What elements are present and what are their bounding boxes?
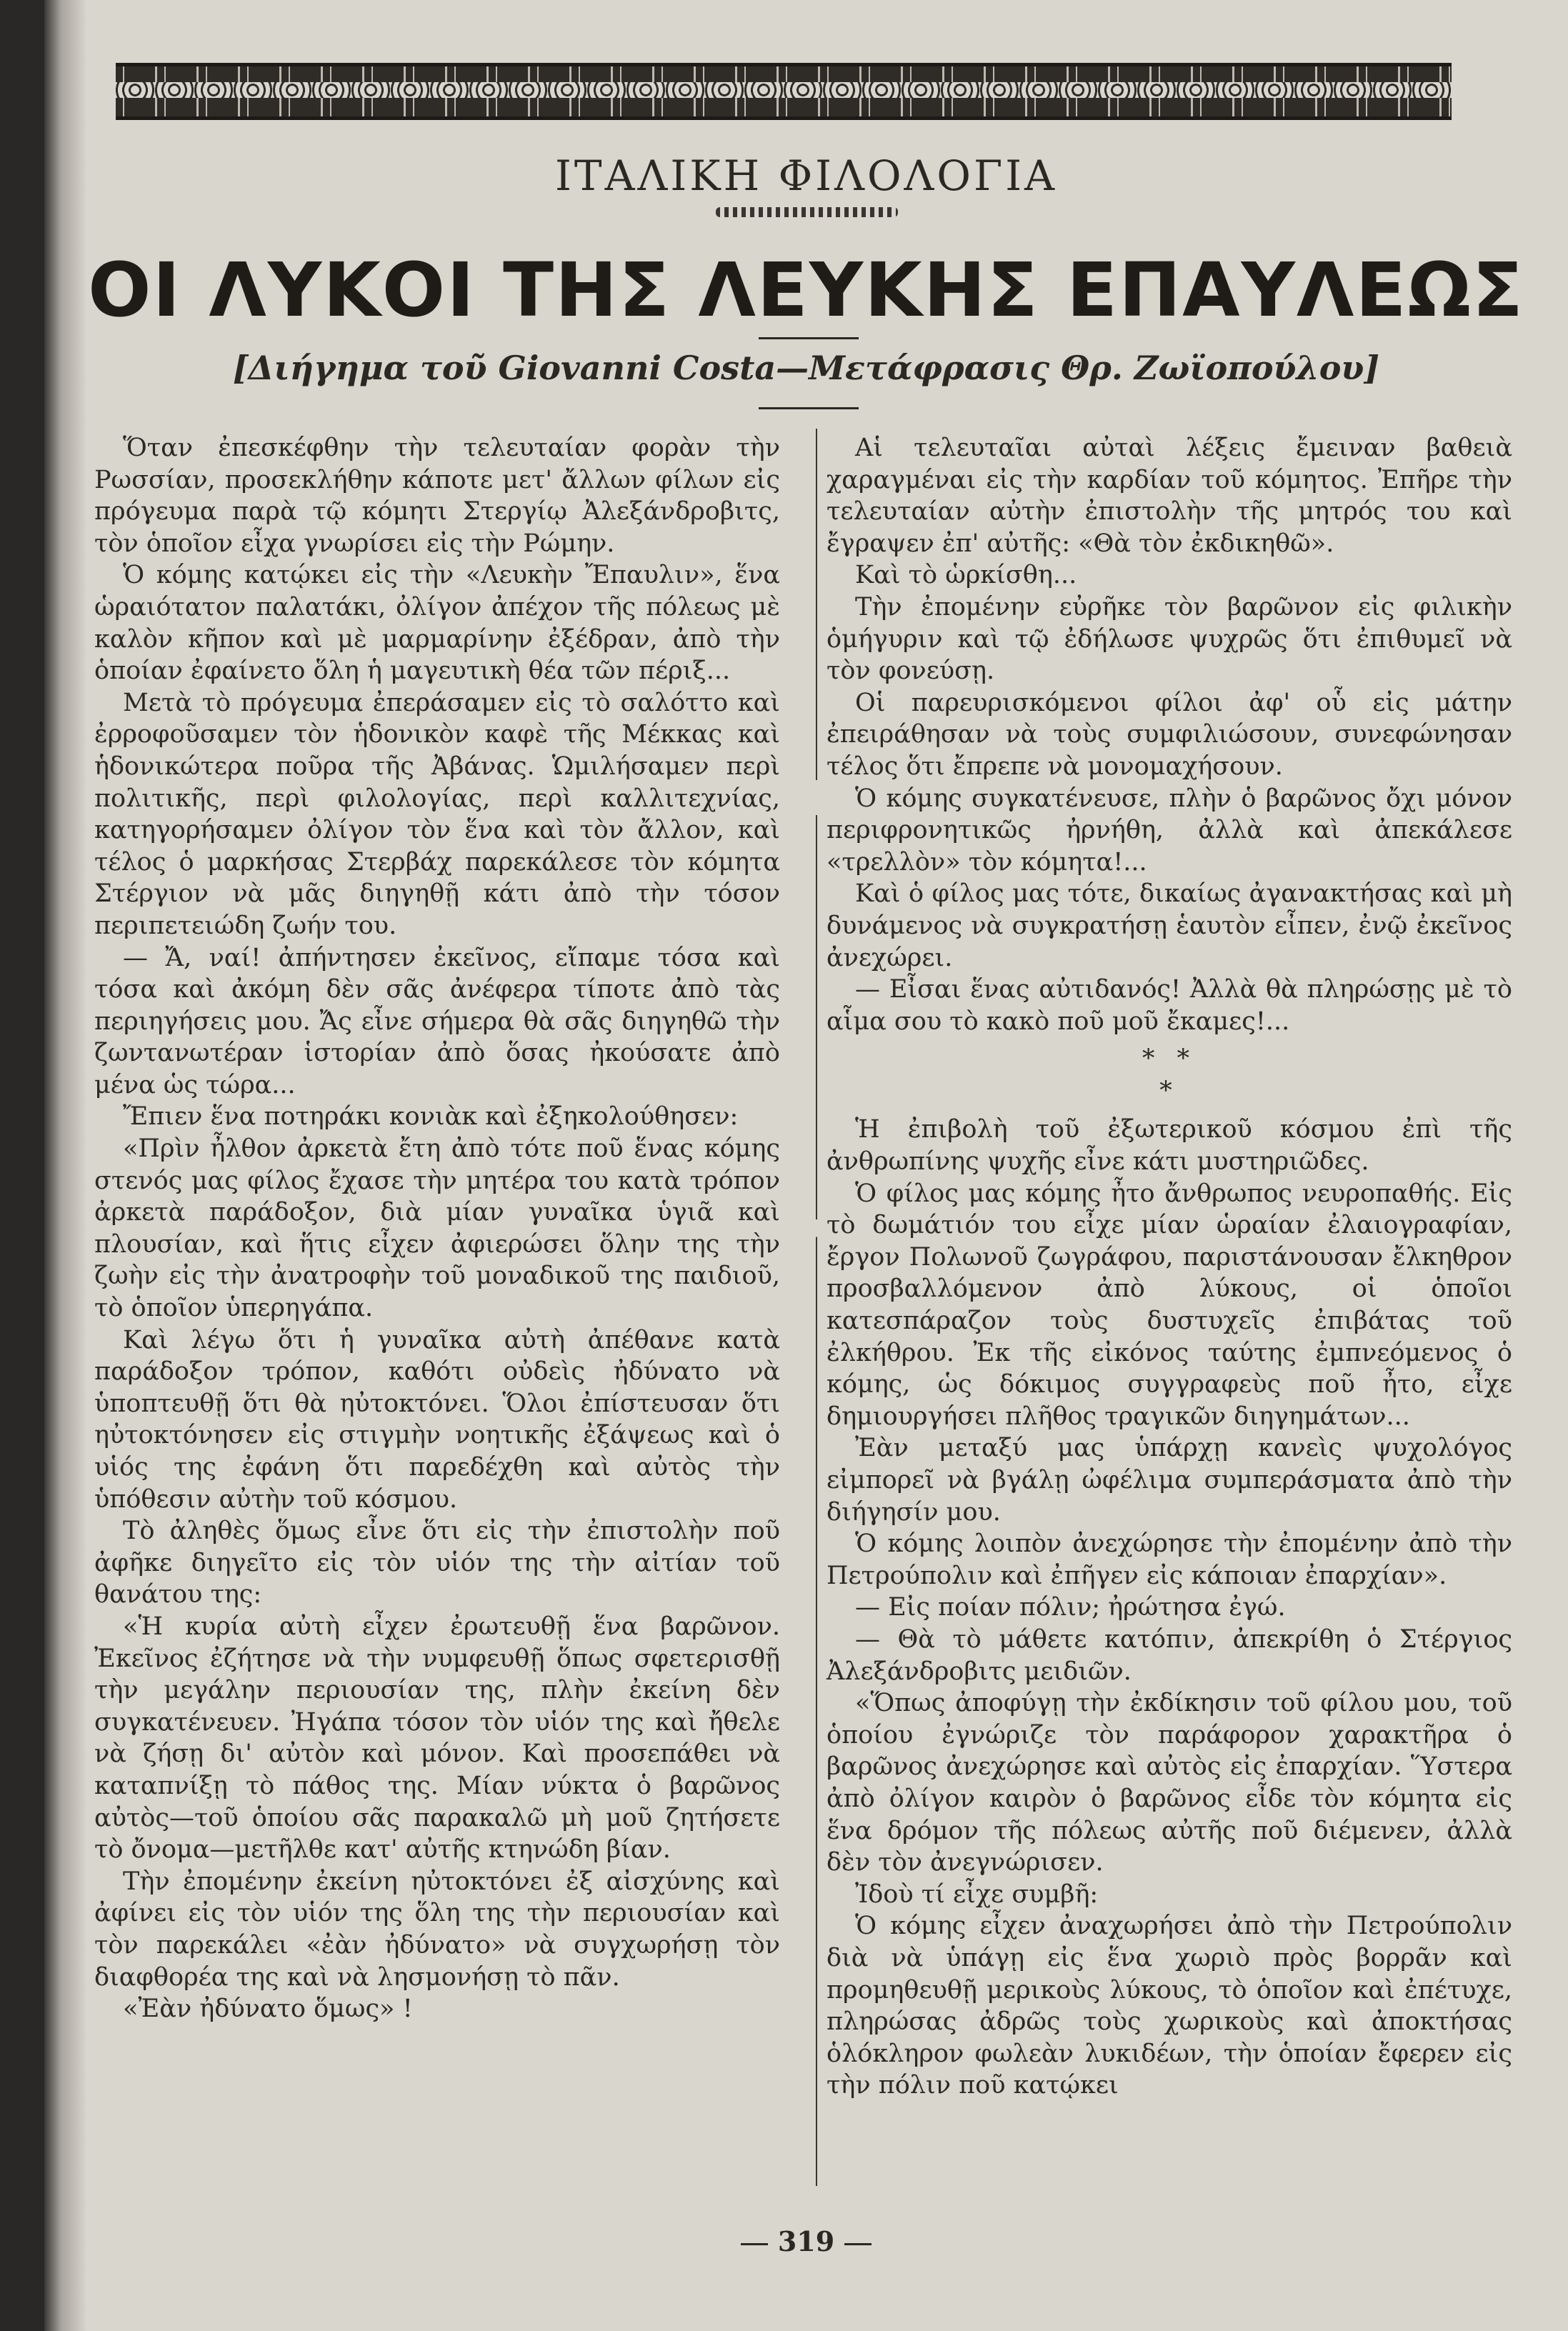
paragraph: Καὶ τὸ ὡρκίσθη...: [855, 561, 1077, 590]
paragraph: Ὅταν ἐπεσκέφθην τὴν τελευταίαν φορὰν τὴν Ρωσσίαν, προσεκλήθην κάποτε μετ' ἄλλων φίλων εἰς πρόγευμα παρὰ τῷ κόμητι Στεργίῳ Ἀλεξάνδροβιτς, τὸν ὁποῖον εἶχα γνωρίσει εἰς τὴν Ρώμην.: [94, 434, 780, 558]
paragraph: «Ὅπως ἀποφύγῃ τὴν ἐκδίκησιν τοῦ φίλου μου, τοῦ ὁποίου ἐγνώριζε τὸν παράφορον χαρακτῆρα ὁ βαρῶνος ἀνεχώρησε καὶ αὐτὸς εἰς ἐπαρχίαν. Ὕστερα ἀπὸ ὀλίγον καιρὸν ὁ βαρῶνος εἶδε τὸν κόμητα εἰς ἕνα δρόμον τῆς πόλεως αὐτῆς ποῦ διέμενεν, ἀλλὰ δὲν τὸν ἀνεγνώρισεν.: [827, 1689, 1512, 1877]
paragraph: Μετὰ τὸ πρόγευμα ἐπεράσαμεν εἰς τὸ σαλόττο καὶ ἐρροφοῦσαμεν τὸν ἡδονικὸν καφὲ τῆς Μέκκας καὶ ἡδονικώτερα ποῦρα τῆς Ἀβάνας. Ὡμιλήσαμεν περὶ πολιτικῆς, περὶ φιλολογίας, περὶ καλλιτεχνίας, κατηγορήσαμεν ὀλίγον τὸν ἕνα καὶ τὸν ἄλλον, καὶ τέλος ὁ μαρκήσας Στερβάχ παρεκάλεσε τὸν κόμητα Στέργιον νὰ μᾶς διηγηθῇ κάτι ἀπὸ τὴν τόσον περιπετειώδη ζωήν του.: [94, 688, 780, 940]
paragraph: «Ἡ κυρία αὐτὴ εἶχεν ἐρωτευθῇ ἕνα βαρῶνον. Ἐκεῖνος ἐζήτησε νὰ τὴν νυμφευθῇ ὅπως σφετερισθῇ τὴν μεγάλην περιουσίαν της, πλὴν ἐκείνη δὲν συγκατένευεν. Ἠγάπα τόσον τὸν υἱόν της καὶ ἤθελε νὰ ζήσῃ δι' αὐτὸν καὶ μόνον. Καὶ προσεπάθει νὰ καταπνίξῃ τὸ πάθος της. Μίαν νύκτα ὁ βαρῶνος αὐτὸς—τοῦ ὁποίου σᾶς παρακαλῶ μὴ μοῦ ζητήσετε τὸ ὄνομα—μετῆλθε κατ' αὐτῆς κτηνώδη βίαν.: [94, 1612, 780, 1865]
page-number-dash-right: [844, 2243, 872, 2245]
paragraph: Καὶ ὁ φίλος μας τότε, δικαίως ἀγανακτήσας καὶ μὴ δυνάμενος νὰ συγκρατήσῃ ἑαυτὸν εἶπεν, ἐνῷ ἐκεῖνος ἀνεχώρει.: [827, 879, 1512, 972]
paragraph: — Εἶσαι ἕνας αὐτιδανός! Ἀλλὰ θὰ πληρώσῃς μὲ τὸ αἷμα σου τὸ κακὸ ποῦ μοῦ ἔκαμες!...: [827, 975, 1512, 1036]
magazine-page: [44, 0, 1568, 2331]
column-divider: [816, 429, 817, 2186]
article-byline: [Διήγημα τοῦ Giovanni Costa—Μετάφρασις Θρ. Ζωϊοπούλου]: [232, 349, 1380, 387]
paragraph: «Πρὶν ἦλθον ἀρκετὰ ἔτη ἀπὸ τότε ποῦ ἕνας κόμης στενός μας φίλος ἔχασε τὴν μητέρα του κατὰ τρόπον ἀρκετὰ παράδοξον, διὰ μίαν γυναῖκα ὑγιᾶ καὶ πλουσίαν, καὶ ἥτις εἶχεν ἀφιερώσει ὅλην της τὴν ζωὴν εἰς τὴν ἀνατροφὴν τοῦ μοναδικοῦ της παιδιοῦ, τὸ ὁποῖον ὑπερηγάπα.: [94, 1134, 780, 1323]
paragraph: Τὴν ἐπομένην εὐρῆκε τὸν βαρῶνον εἰς φιλικὴν ὁμήγυριν καὶ τῷ ἐδήλωσε ψυχρῶς ὅτι ἐπιθυμεῖ νὰ τὸν φονεύσῃ.: [827, 592, 1512, 686]
section-title: ΙΤΑΛΙΚΗ ΦΙΛΟΛΟΓΙΑ: [555, 151, 1057, 200]
page-number-value: 319: [777, 2225, 835, 2257]
paragraph: Ἡ ἐπιβολὴ τοῦ ἐξωτερικοῦ κόσμου ἐπὶ τῆς ἀνθρωπίνης ψυχῆς εἶνε κάτι μυστηριῶδες.: [827, 1115, 1512, 1177]
paragraph: — Θὰ τὸ μάθετε κατόπιν, ἀπεκρίθη ὁ Στέργιος Ἀλεξάνδροβιτς μειδιῶν.: [827, 1624, 1512, 1686]
byline-divider: [759, 407, 859, 409]
paragraph: Ὁ φίλος μας κόμης ἦτο ἄνθρωπος νευροπαθής. Εἰς τὸ δωμάτιόν του εἶχε μίαν ὡραίαν ἐλαιογραφίαν, ἔργον Πολωνοῦ ζωγράφου, παριστάνουσαν ἔλκηθρον προσβαλλόμενον ἀπὸ λύκους, οἱ ὁποῖοι κατεσπάραζον τοὺς δυστυχεῖς ἐπιβάτας τοῦ ἐλκήθρου. Ἐκ τῆς εἰκόνος ταύτης ἐμπνεόμενος ὁ κόμης, ὡς δόκιμος συγγραφεὺς ποῦ ἦτο, εἶχε δημιουργήσει πλῆθος τραγικῶν διηγημάτων...: [827, 1179, 1512, 1431]
paragraph: Τὴν ἐπομένην ἐκείνη ηὐτοκτόνει ἐξ αἰσχύνης καὶ ἀφίνει εἰς τὸν υἱόν της ὅλη της τὴν περιουσίαν καὶ τὸν παρεκάλει «ἐὰν ἠδύνατο» νὰ συγχωρήσῃ τὸν διαφθορέα της καὶ νὰ λησμονήσῃ τὸ πᾶν.: [94, 1867, 780, 1992]
ornamental-header-band: [116, 63, 1452, 120]
paragraph: Οἱ παρευρισκόμενοι φίλοι ἀφ' οὗ εἰς μάτην ἐπειράθησαν νὰ τοὺς συμφιλιώσουν, συνεφώνησαν τέλος ὅτι ἔπρεπε νὰ μονομαχήσουν.: [827, 688, 1512, 781]
paragraph: Αἱ τελευταῖαι αὐταὶ λέξεις ἔμειναν βαθειὰ χαραγμέναι εἰς τὴν καρδίαν τοῦ κόμητος. Ἐπῆρε τὴν τελευταίαν αὐτὴν ἐπιστολὴν τῆς μητρός του καὶ ἔγραψεν ἐπ' αὐτῆς: «Θὰ τὸν ἐκδικηθῶ».: [827, 434, 1512, 558]
paragraph: Ὁ κόμης συγκατένευσε, πλὴν ὁ βαρῶνος ὄχι μόνον περιφρονητικῶς ἠρνήθη, ἀλλὰ καὶ ἀπεκάλεσε «τρελλὸν» τὸν κόμητα!...: [827, 784, 1512, 877]
paragraph: Καὶ λέγω ὅτι ἡ γυναῖκα αὐτὴ ἀπέθανε κατὰ παράδοξον τρόπον, καθότι οὐδεὶς ἠδύνατο νὰ ὑποπτευθῇ ὅτι θὰ ηὐτοκτόνει. Ὅλοι ἐπίστευσαν ὅτι ηὐτοκτόνησεν εἰς στιγμὴν νοητικῆς ἐξάψεως καὶ ὁ υἱός της ἐφάνη ὅτι παρεδέχθη καὶ αὐτὸς τὴν ὑπόθεσιν αὐτὴν τοῦ κόσμου.: [94, 1325, 780, 1514]
paragraph: Ὁ κόμης λοιπὸν ἀνεχώρησε τὴν ἐπομένην ἀπὸ τὴν Πετρούπολιν καὶ ἐπῆγεν εἰς κάποιαν ἐπαρχίαν».: [827, 1529, 1512, 1590]
paragraph: Τὸ ἀληθὲς ὅμως εἶνε ὅτι εἰς τὴν ἐπιστολὴν ποῦ ἀφῆκε διηγεῖτο εἰς τὸν υἱόν της τὴν αἰτίαν τοῦ θανάτου της:: [94, 1517, 780, 1609]
paragraph: Ὁ κόμης κατῴκει εἰς τὴν «Λευκὴν Ἔπαυλιν», ἕνα ὡραιότατον παλατάκι, ὀλίγον ἀπέχον τῆς πόλεως μὲ καλὸν κῆπον καὶ μὲ μαρμαρίνην ἐξέδραν, ἀπὸ τὴν ὁποίαν ἐφαίνετο ὅλη ἡ μαγευτικὴ θέα τῶν πέριξ...: [94, 561, 780, 686]
right-column: [827, 432, 1512, 2102]
paragraph: Ἔπιεν ἕνα ποτηράκι κονιὰκ καὶ ἐξηκολούθησεν:: [123, 1102, 739, 1132]
section-break-asterisks: * * *: [1142, 1044, 1197, 1105]
paragraph: «Ἐὰν ἠδύνατο ὅμως» !: [123, 1995, 413, 2024]
paragraph: Ἐὰν μεταξύ μας ὑπάρχῃ κανεὶς ψυχολόγος εἰμπορεῖ νὰ βγάλῃ ὠφέλιμα συμπεράσματα ἀπὸ τὴν διήγησίν μου.: [827, 1434, 1512, 1527]
paragraph: — Ἄ, ναί! ἀπήντησεν ἐκεῖνος, εἴπαμε τόσα καὶ τόσα καὶ ἀκόμη δὲν σᾶς ἀνέφερα τίποτε ἀπὸ τὰς περιηγήσεις μου. Ἄς εἶνε σήμερα θὰ σᾶς διηγηθῶ τὴν ζωντανωτέραν ἱστορίαν ἀπὸ ὅσας ἠκούσατε ἀπὸ μένα ὡς τώρα...: [94, 943, 780, 1099]
paragraph: — Εἰς ποίαν πόλιν; ἠρώτησα ἐγώ.: [855, 1593, 1286, 1622]
article-title: ΟΙ ΛΥΚΟΙ ΤΗΣ ΛΕΥΚΗΣ ΕΠΑΥΛΕΩΣ: [88, 246, 1524, 334]
left-column: [94, 432, 780, 2025]
page-number-dash-left: [741, 2243, 768, 2245]
paragraph: Ὁ κόμης εἶχεν ἀναχωρήσει ἀπὸ τὴν Πετρούπολιν διὰ νὰ ὑπάγῃ εἰς ἕνα χωριὸ πρὸς βορρᾶν καὶ προμηθευθῇ μερικοὺς λύκους, τὸ ὁποῖον καὶ ἐπέτυχε, πληρώσας ἀδρῶς τοὺς χωρικοὺς καὶ ἀποκτήσας ὁλόκληρον φωλεὰν λυκιδέων, τὴν ὁποίαν ἔφερεν εἰς τὴν πόλιν ποῦ κατῴκει: [827, 1912, 1512, 2100]
title-divider: [759, 337, 859, 339]
decorative-squiggle: [716, 207, 898, 217]
page-number: [44, 2225, 1568, 2257]
paragraph: Ἰδοὺ τί εἶχε συμβῆ:: [855, 1880, 1099, 1909]
